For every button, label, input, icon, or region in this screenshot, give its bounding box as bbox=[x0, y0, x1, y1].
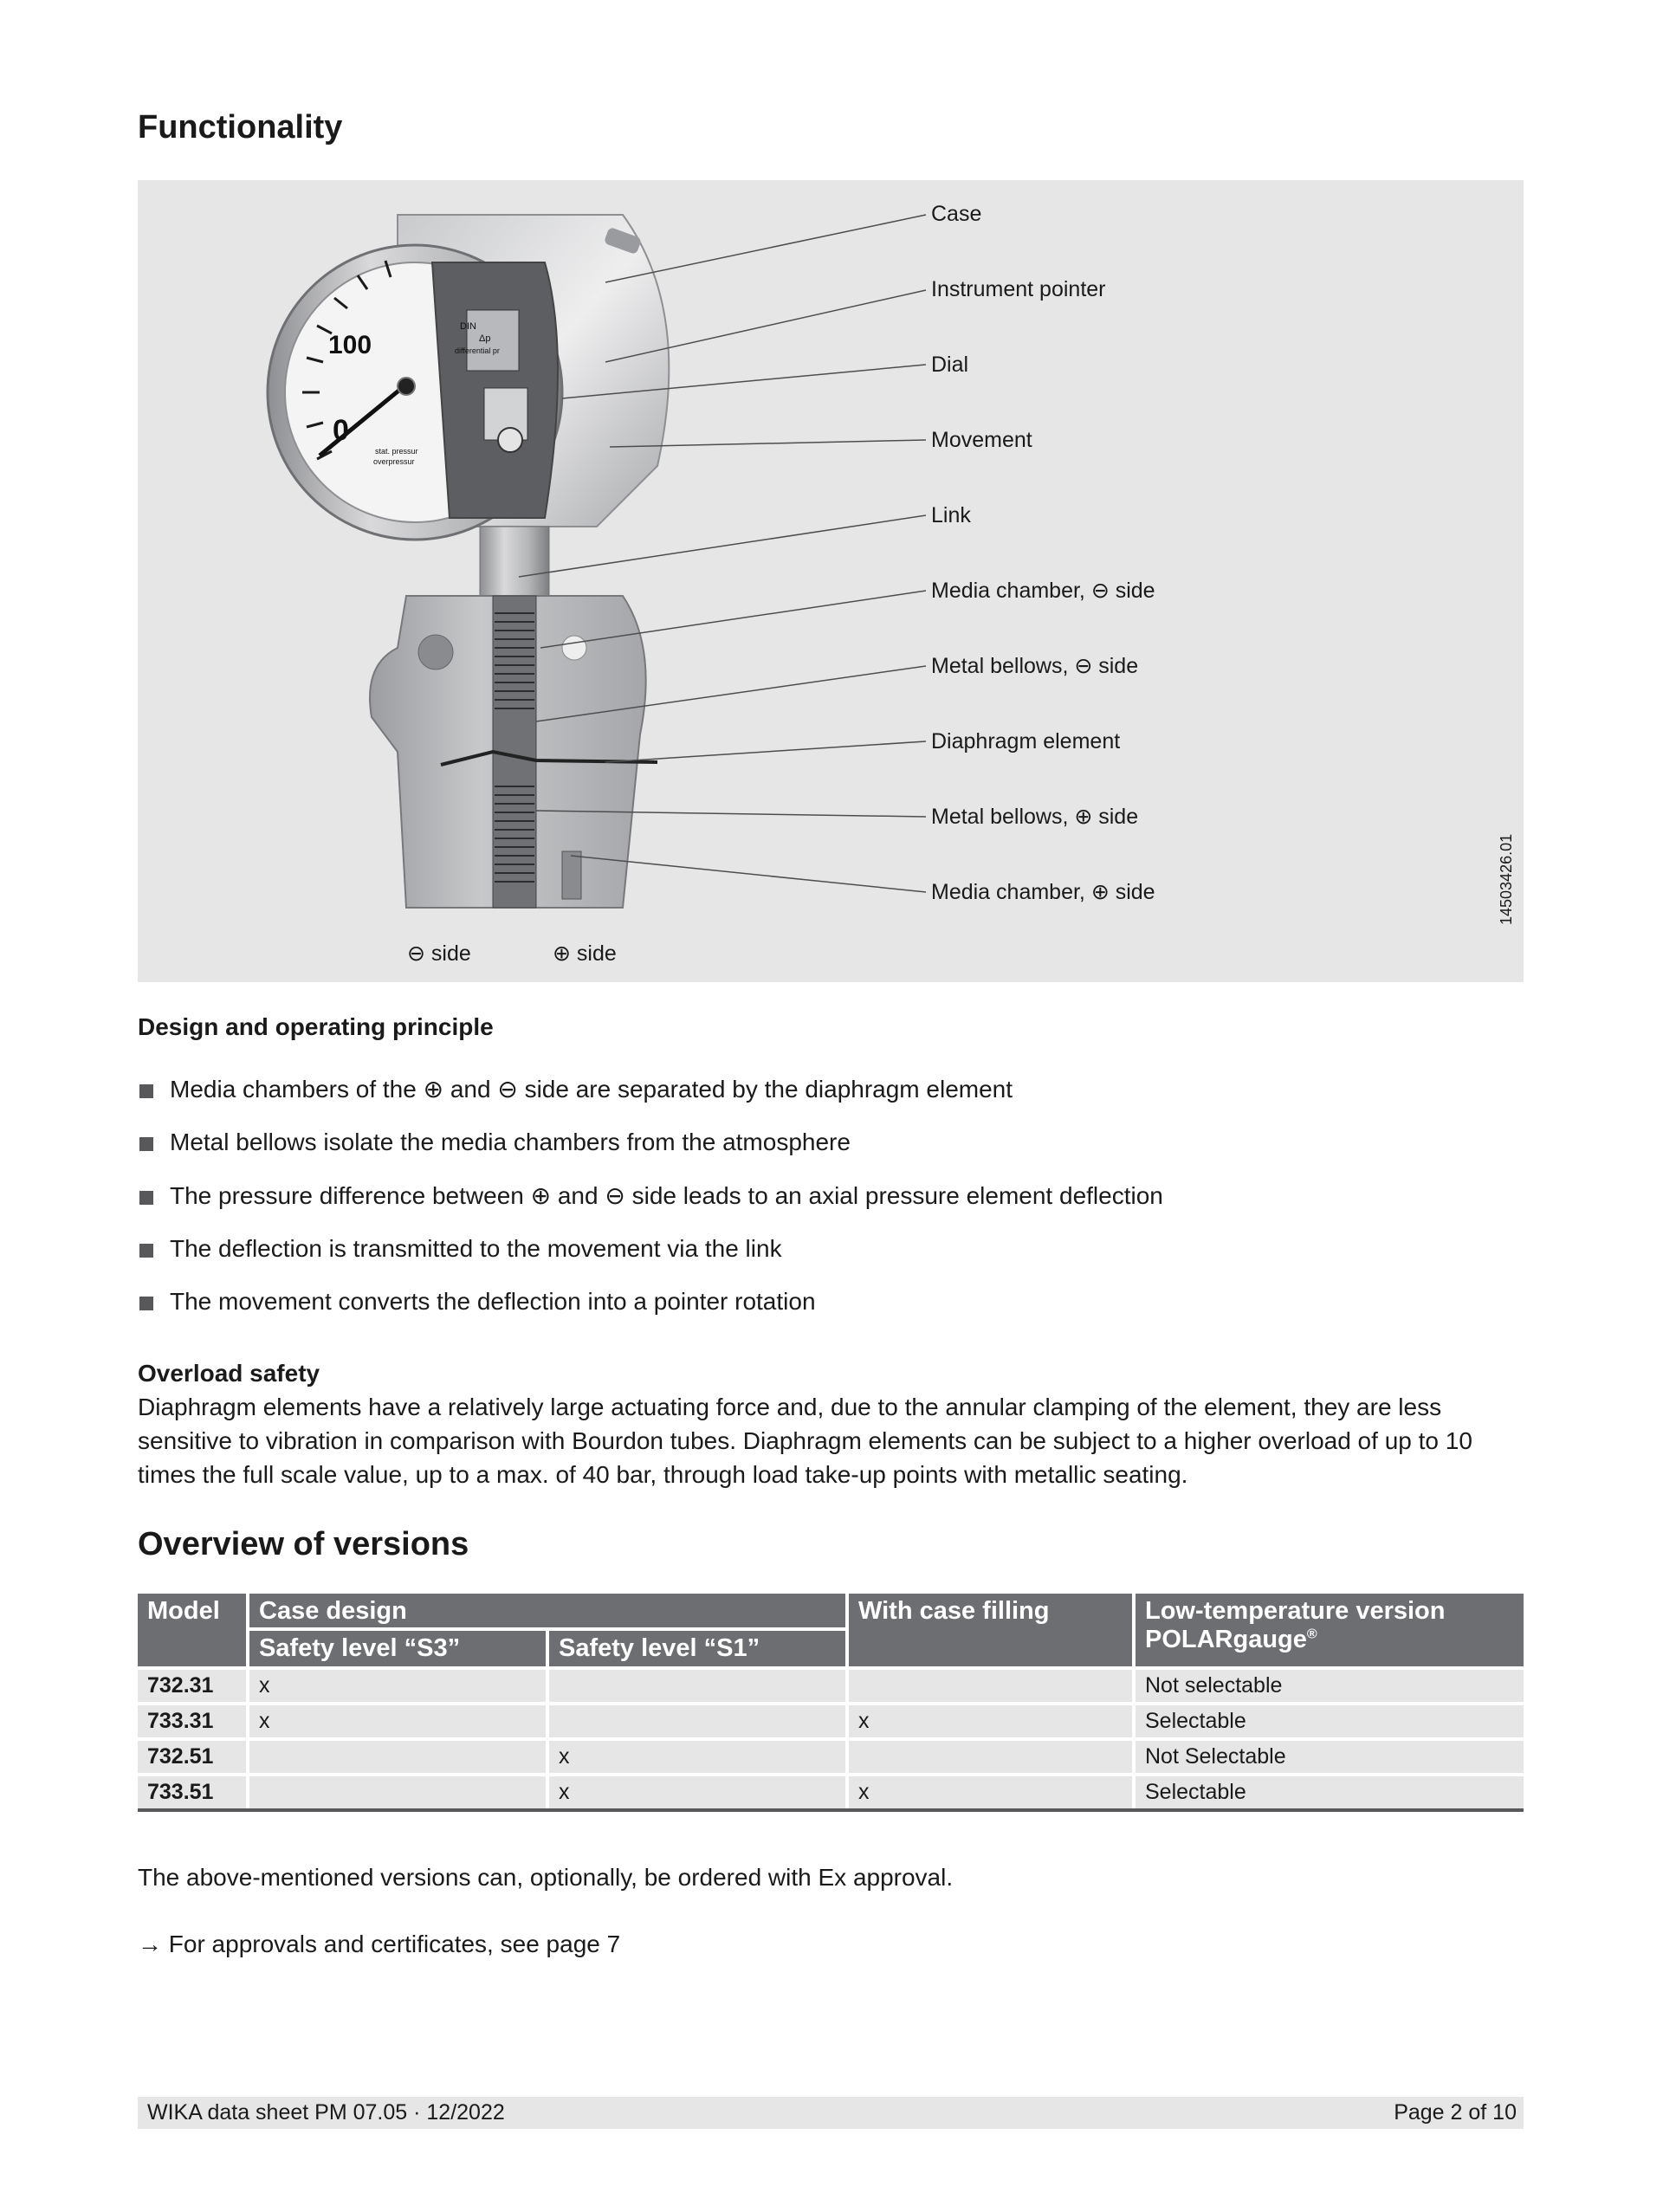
design-bullet: Media chambers of the ⊕ and ⊖ side are separated by the diaphragm element bbox=[138, 1074, 1163, 1127]
dial-scale-bottom: 0 bbox=[333, 414, 349, 447]
cell-s3 bbox=[248, 1739, 547, 1775]
header-safety-s3: Safety level “S3” bbox=[248, 1629, 547, 1668]
design-bullet: Metal bellows isolate the media chambers from the atmosphere bbox=[138, 1127, 1163, 1180]
header-low-temperature-line1: Low-temperature version bbox=[1145, 1597, 1446, 1625]
cell-model: 732.31 bbox=[138, 1668, 248, 1704]
dial-note-line2: overpressur bbox=[373, 457, 415, 466]
cell-lowtemp: Not Selectable bbox=[1134, 1739, 1524, 1775]
cell-s1: x bbox=[547, 1739, 847, 1775]
design-bullet-list bbox=[138, 1074, 1163, 1339]
dial-scale-top: 100 bbox=[328, 331, 372, 359]
gauge-cutaway-figure bbox=[138, 180, 1524, 982]
cell-model: 732.51 bbox=[138, 1739, 248, 1775]
header-model: Model bbox=[138, 1594, 248, 1668]
footer-document-id: WIKA data sheet PM 07.05 · 12/2022 bbox=[147, 2100, 505, 2125]
cell-filling: x bbox=[847, 1775, 1134, 1810]
callout-diaphragm-element: Diaphragm element bbox=[931, 729, 1121, 754]
plus-side-label: ⊕ side bbox=[553, 941, 617, 966]
approvals-reference-link[interactable]: → For approvals and certificates, see page 7 bbox=[138, 1931, 621, 1957]
cell-model: 733.51 bbox=[138, 1775, 248, 1810]
gauge-cutaway-illustration bbox=[138, 180, 1524, 982]
cell-filling bbox=[847, 1739, 1134, 1775]
overload-text: Diaphragm elements have a relatively large actuating force and, due to the annular clamping of the element, they are less sensitive to vibration in comparison with Bourdon tubes. Diaphragm elements can be subject to a higher overload of up to 10 times the full scale value, up to a max. of 40 bar, through load take-up points with metallic seating. bbox=[138, 1394, 1472, 1488]
page-footer bbox=[138, 2097, 1524, 2129]
cell-lowtemp: Selectable bbox=[1134, 1704, 1524, 1739]
table-row bbox=[138, 1668, 1524, 1704]
callout-case: Case bbox=[931, 202, 982, 226]
figure-code: 14503426.01 bbox=[1498, 833, 1515, 925]
callout-instrument-pointer: Instrument pointer bbox=[931, 277, 1106, 301]
design-bullet: The pressure difference between ⊕ and ⊖ side leads to an axial pressure element deflection bbox=[138, 1180, 1163, 1233]
dial-brand-line2: Δp bbox=[479, 333, 491, 344]
ex-approval-note: The above-mentioned versions can, optionally, be ordered with Ex approval. bbox=[138, 1864, 954, 1891]
versions-table bbox=[138, 1594, 1524, 1812]
overload-heading: Overload safety bbox=[138, 1360, 320, 1387]
cell-filling bbox=[847, 1668, 1134, 1704]
stem bbox=[480, 527, 549, 596]
header-low-temperature-line2: POLARgauge bbox=[1145, 1626, 1307, 1653]
dial-brand-line3: differential pr bbox=[455, 346, 500, 355]
header-case-design: Case design bbox=[248, 1594, 847, 1629]
callout-link: Link bbox=[931, 503, 971, 527]
table-row bbox=[138, 1775, 1524, 1810]
callout-metal-bellows-minus: Metal bellows, ⊖ side bbox=[931, 654, 1139, 678]
callout-media-chamber-plus: Media chamber, ⊕ side bbox=[931, 880, 1155, 904]
footer-page-number: Page 2 of 10 bbox=[1394, 2100, 1517, 2125]
table-row bbox=[138, 1704, 1524, 1739]
design-bullet: The movement converts the deflection into a pointer rotation bbox=[138, 1286, 1163, 1339]
cell-s1 bbox=[547, 1704, 847, 1739]
cell-lowtemp: Selectable bbox=[1134, 1775, 1524, 1810]
cell-lowtemp: Not selectable bbox=[1134, 1668, 1524, 1704]
design-heading: Design and operating principle bbox=[138, 1013, 494, 1040]
minus-side-label: ⊖ side bbox=[407, 941, 471, 966]
callout-dial: Dial bbox=[931, 352, 969, 377]
cell-s1 bbox=[547, 1668, 847, 1704]
cell-model: 733.31 bbox=[138, 1704, 248, 1739]
callout-metal-bellows-plus: Metal bellows, ⊕ side bbox=[931, 805, 1139, 829]
cell-filling: x bbox=[847, 1704, 1134, 1739]
dial-brand-line1: DIN bbox=[460, 321, 476, 332]
registered-mark: ® bbox=[1306, 1627, 1317, 1642]
functionality-heading: Functionality bbox=[138, 109, 343, 146]
table-row bbox=[138, 1739, 1524, 1775]
header-safety-s1: Safety level “S1” bbox=[547, 1629, 847, 1668]
cell-s3: x bbox=[248, 1704, 547, 1739]
versions-heading: Overview of versions bbox=[138, 1526, 469, 1562]
header-low-temperature bbox=[1134, 1594, 1524, 1668]
header-with-case-filling: With case filling bbox=[847, 1594, 1134, 1668]
cell-s1: x bbox=[547, 1775, 847, 1810]
design-bullet: The deflection is transmitted to the movement via the link bbox=[138, 1233, 1163, 1286]
callout-movement: Movement bbox=[931, 428, 1032, 452]
cell-s3 bbox=[248, 1775, 547, 1810]
callout-media-chamber-minus: Media chamber, ⊖ side bbox=[931, 579, 1155, 603]
dial-note-line1: stat. pressur bbox=[375, 447, 418, 456]
cell-s3: x bbox=[248, 1668, 547, 1704]
